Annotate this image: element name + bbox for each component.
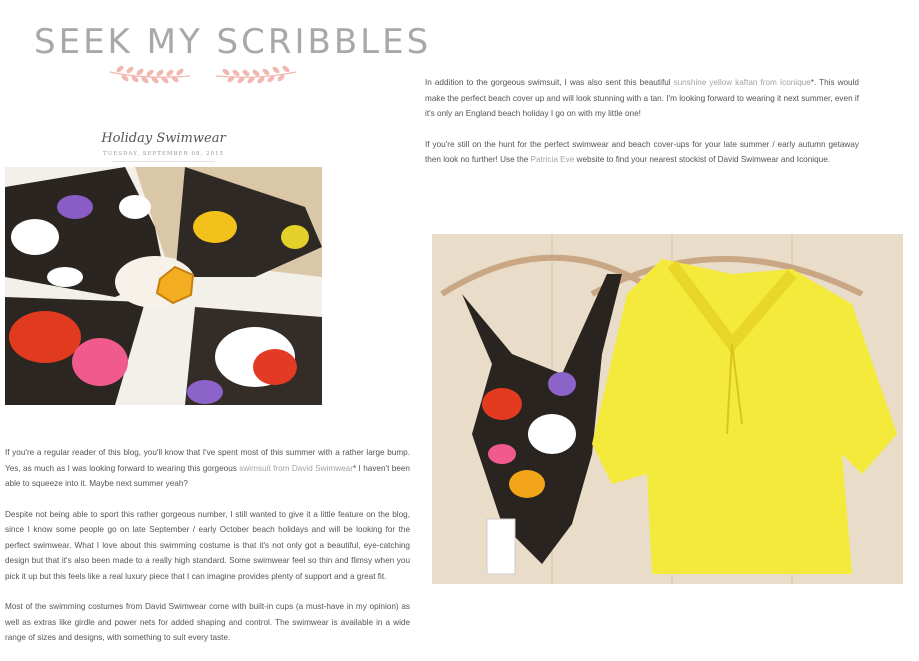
paragraph-text: * I haven't been able to squeeze into it. Maybe next summer yeah? — [5, 463, 410, 488]
laurel-sprigs-icon — [108, 60, 298, 90]
swimsuit-and-kaftan-photo — [432, 234, 903, 584]
blog-logo-text: SEEK MY SCRIBBLES — [34, 22, 432, 62]
paragraph: Most of the swimming costumes from David Swimwear come with built-in cups (a must-have in my opinion) as well as extras like girdle and power nets for added shaping and control. The swimwear is available in a wide range of sizes and designs, with something to suit every taste. — [5, 602, 410, 642]
patricia-eve-link[interactable]: Patricia Eve — [530, 155, 575, 164]
post-title[interactable]: Holiday Swimwear — [101, 131, 226, 146]
paragraph-text: *. This would make the perfect beach cover up and will look stunning with a tan. I'm looking forward to wearing it next summer, even if it's only an England beach holiday I go on with my little one! — [425, 78, 859, 118]
paragraph-text: In addition to the gorgeous swimsuit, I was also sent this beautiful — [425, 78, 674, 87]
paragraph — [5, 445, 410, 492]
kaftan-link[interactable]: sunshine yellow kaftan from Iconique — [673, 78, 811, 87]
paragraph: Despite not being able to sport this rather gorgeous number, I still wanted to give it a little feature on the blog, since I know some people go on late September / early October beach holidays and will be looking for the perfect swimwear. What I love about this swimming costume is that it's not only got a beautiful, eye-catching design but that it's also been made to a really high standard. Some swimwear feel so thin and flimsy when you pick it up but this feels like a real luxury piece that I can imagine provides plenty of support and a great fit. — [5, 509, 410, 581]
post-date: TUESDAY, SEPTEMBER 08, 2015 — [103, 151, 224, 157]
paragraph-text: If you're still on the hunt for the perfect swimwear and beach cover-ups for your late summer / early autumn getaway then look no further! Use the — [425, 139, 859, 164]
paragraph-text: website to find your nearest stockist of David Swimwear and Iconique. — [574, 155, 831, 164]
post-body-right — [425, 75, 859, 183]
swimsuit-link[interactable]: swimsuit from David Swimwear — [239, 463, 353, 473]
paragraph-text: If you're a regular reader of this blog, you'll know that I've spent most of this summer with a rather large bump. Yes, as much as I was looking forward to wearing this gorgeous — [5, 448, 410, 473]
title-divider — [112, 161, 215, 162]
paragraph — [425, 75, 859, 122]
paragraph — [425, 137, 859, 168]
swimsuit-closeup-photo — [5, 167, 322, 405]
post-body-left — [5, 445, 410, 661]
